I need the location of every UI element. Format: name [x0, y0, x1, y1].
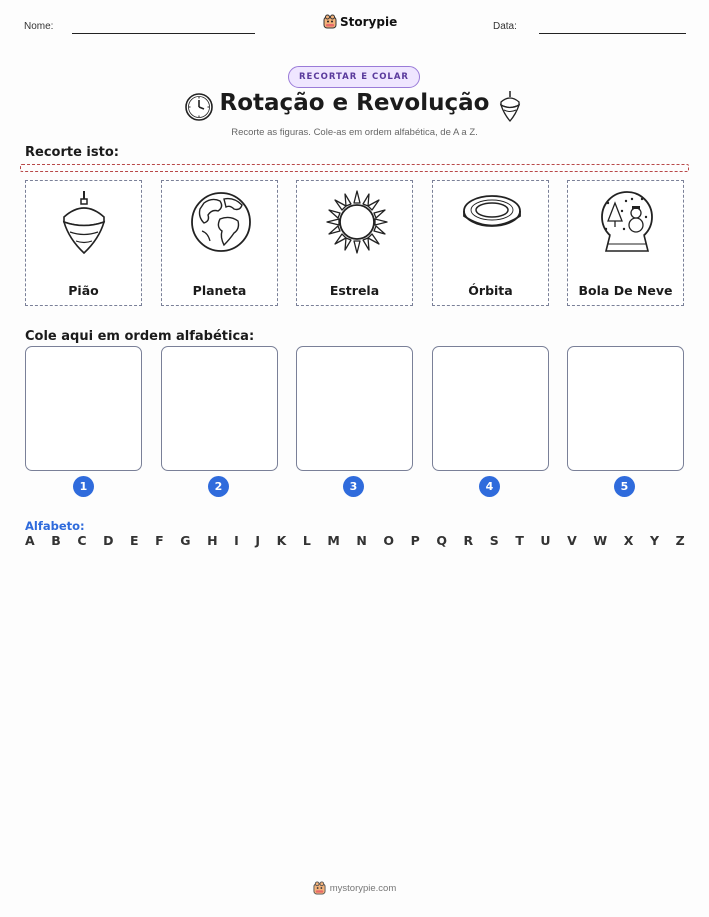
alphabet-letter: N	[356, 533, 367, 548]
spinning-top-icon	[54, 189, 114, 259]
alphabet-letter: Y	[649, 533, 659, 548]
footer	[0, 881, 709, 895]
card-label: Planeta	[192, 283, 247, 298]
alphabet-letter: S	[489, 533, 499, 548]
cut-card-bola-de-neve[interactable]	[567, 180, 684, 306]
storypie-logo	[323, 14, 397, 29]
alphabet-letter: O	[383, 533, 395, 548]
snow-globe-icon	[596, 189, 658, 257]
name-line[interactable]	[72, 33, 255, 34]
cut-line	[20, 164, 689, 172]
spinning-top-small-icon	[497, 90, 523, 124]
alphabet-letter: A	[25, 533, 35, 548]
cut-card-orbita[interactable]	[432, 180, 549, 306]
alphabet-letter: G	[180, 533, 191, 548]
worksheet-title: Rotação e Revolução	[219, 90, 490, 116]
cut-heading: Recorte isto:	[25, 145, 119, 160]
ring-icon	[461, 189, 523, 239]
slot-number-5: 5	[614, 476, 635, 497]
slot-number-2: 2	[208, 476, 229, 497]
cut-card-piao[interactable]	[25, 180, 142, 306]
date-line[interactable]	[539, 33, 686, 34]
paste-heading: Cole aqui em ordem alfabética:	[25, 329, 255, 344]
alphabet-letter: K	[276, 533, 287, 548]
paste-slot-4[interactable]	[432, 346, 549, 471]
alphabet-letter: V	[567, 533, 577, 548]
paste-slot-2[interactable]	[161, 346, 278, 471]
activity-badge: RECORTAR E COLAR	[288, 66, 420, 88]
alphabet-letter: E	[130, 533, 139, 548]
paste-slot-5[interactable]	[567, 346, 684, 471]
date-label: Data:	[493, 21, 517, 32]
card-label: Órbita	[468, 283, 513, 298]
logo-text: Storypie	[340, 14, 398, 29]
slot-number-1: 1	[73, 476, 94, 497]
alphabet-letter: R	[463, 533, 474, 548]
alphabet-letter: B	[51, 533, 61, 548]
alphabet-letter: J	[255, 533, 260, 548]
paste-slot-1[interactable]	[25, 346, 142, 471]
card-label: Bola De Neve	[578, 283, 673, 298]
card-label: Pião	[68, 283, 99, 298]
name-label: Nome:	[24, 21, 54, 32]
alphabet-letter: H	[207, 533, 218, 548]
alphabet-letter: L	[302, 533, 311, 548]
slot-number-3: 3	[343, 476, 364, 497]
alphabet-letter: I	[234, 533, 239, 548]
alphabet-row	[25, 533, 685, 548]
alphabet-letter: P	[410, 533, 420, 548]
paste-slot-3[interactable]	[296, 346, 413, 471]
alphabet-letter: Q	[436, 533, 447, 548]
card-label: Estrela	[329, 283, 380, 298]
alphabet-letter: X	[623, 533, 634, 548]
footer-url[interactable]: mystorypie.com	[329, 882, 397, 894]
instructions: Recorte as figuras. Cole-as em ordem alfabética, de A a Z.	[231, 127, 478, 138]
alphabet-letter: T	[515, 533, 524, 548]
alphabet-letter: D	[103, 533, 114, 548]
slot-number-4: 4	[479, 476, 500, 497]
mascot-icon	[323, 14, 337, 29]
alphabet-letter: C	[77, 533, 87, 548]
globe-icon	[190, 189, 252, 253]
alphabet-letter: F	[155, 533, 164, 548]
alphabet-letter: M	[327, 533, 340, 548]
cut-card-planeta[interactable]	[161, 180, 278, 306]
cut-card-estrela[interactable]	[296, 180, 413, 306]
alphabet-heading: Alfabeto:	[25, 519, 85, 533]
sun-icon	[325, 189, 389, 255]
alphabet-letter: Z	[675, 533, 685, 548]
mascot-icon	[313, 881, 326, 895]
alphabet-letter: W	[593, 533, 608, 548]
alphabet-letter: U	[540, 533, 551, 548]
